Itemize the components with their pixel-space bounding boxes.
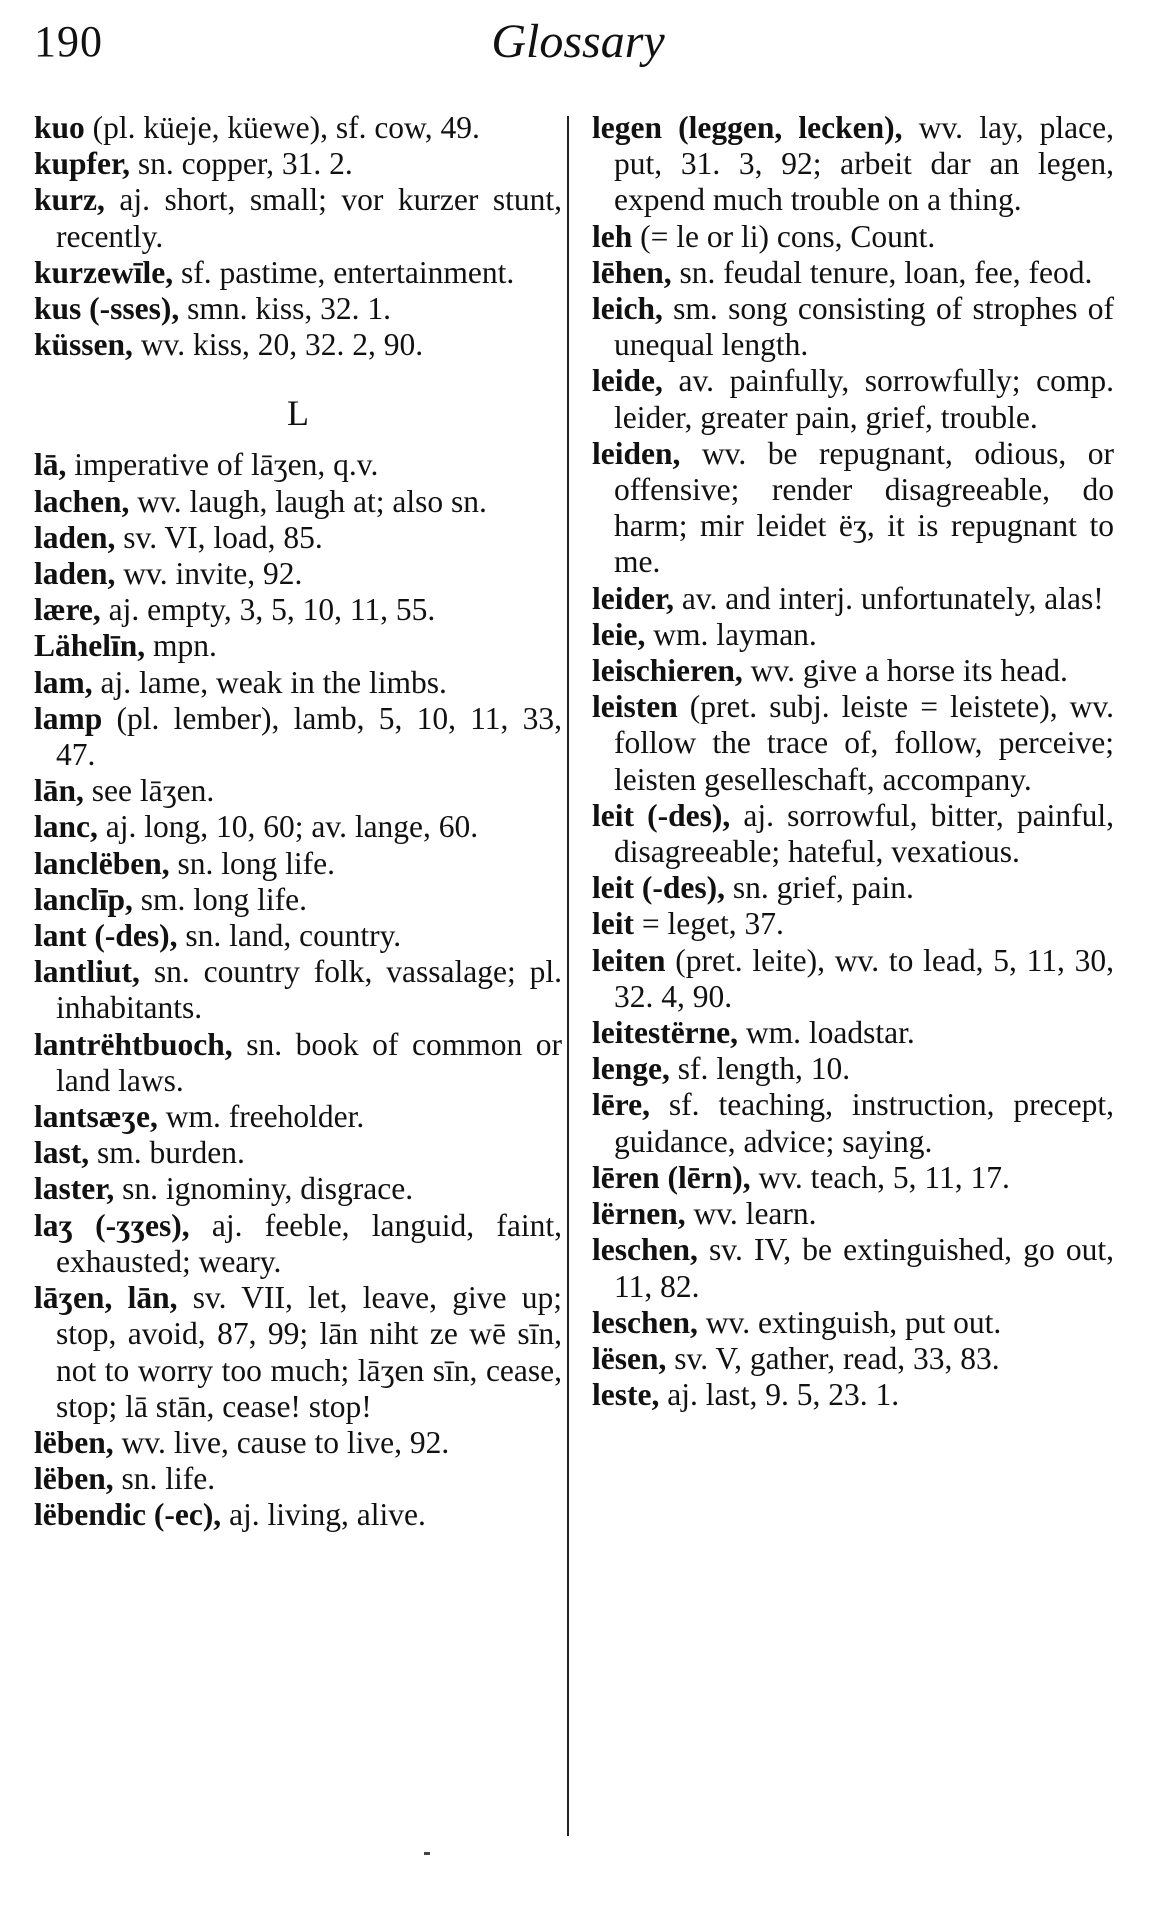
- right-column-entries: [592, 110, 1114, 1413]
- entry-headword: kus (-sses),: [34, 291, 180, 327]
- glossary-entry: [34, 110, 562, 146]
- entry-headword: leit: [592, 906, 634, 942]
- entry-definition: sm. burden.: [89, 1135, 245, 1171]
- glossary-entry: [34, 773, 562, 809]
- glossary-entry: [34, 520, 562, 556]
- entry-definition: wv. be repugnant, odious, or offensive; render disagreeable, do harm; mir leidet ëʒ, it is repugnant to me.: [614, 435, 1114, 580]
- glossary-entry: [592, 1341, 1114, 1377]
- entry-definition: av. painfully, sorrowfully; comp. leider, greater pain, grief, trouble.: [614, 363, 1114, 435]
- entry-definition: sn. land, country.: [177, 918, 402, 954]
- entry-definition: sf. teaching, instruction, precept, guidance, advice; saying.: [614, 1087, 1114, 1159]
- glossary-entry: [592, 291, 1114, 363]
- glossary-entry: [34, 809, 562, 845]
- glossary-entry: [592, 1051, 1114, 1087]
- entry-headword: lëben,: [34, 1461, 114, 1497]
- entry-headword: lërnen,: [592, 1196, 686, 1232]
- entry-definition: aj. sorrowful, bitter, painful, disagreeable; hateful, vexatious.: [614, 797, 1114, 870]
- entry-headword: kupfer,: [34, 146, 130, 182]
- entry-definition: aj. empty, 3, 5, 10, 11, 55.: [100, 592, 436, 628]
- glossary-entry: [592, 363, 1114, 435]
- entry-definition: (pret. leite), wv. to lead, 5, 11, 30, 32. 4, 90.: [614, 942, 1114, 1014]
- entry-definition: wv. invite, 92.: [115, 556, 303, 592]
- glossary-entry: [592, 1015, 1114, 1051]
- glossary-entry: [592, 906, 1114, 942]
- entry-definition: sn. long life.: [169, 845, 336, 881]
- entry-definition: = leget, 37.: [633, 906, 784, 942]
- glossary-entry: [34, 1208, 562, 1280]
- entry-headword: leisten: [592, 689, 678, 725]
- glossary-entry: [34, 556, 562, 592]
- glossary-entry: [34, 255, 562, 291]
- glossary-entry: [592, 1160, 1114, 1196]
- entry-definition: sn. grief, pain.: [724, 870, 914, 906]
- glossary-entry: [34, 1461, 562, 1497]
- section-letter: L: [287, 393, 309, 434]
- entry-definition: (= le or li) cons, Count.: [632, 218, 936, 254]
- running-title: Glossary: [491, 15, 665, 68]
- entry-headword: leischieren,: [592, 653, 743, 689]
- entry-headword: laden,: [34, 519, 116, 555]
- entry-headword: laʒ (-ʒʒes),: [34, 1207, 190, 1243]
- glossary-entry: [34, 846, 562, 882]
- entry-headword: lān,: [34, 773, 84, 809]
- glossary-entry: [592, 870, 1114, 906]
- glossary-entry: [34, 182, 562, 254]
- glossary-entry: [34, 447, 562, 483]
- entry-definition: see lāʒen.: [83, 773, 215, 809]
- glossary-entry: [592, 653, 1114, 689]
- entry-definition: aj. long, 10, 60; av. lange, 60.: [97, 809, 479, 845]
- entry-definition: sm. long life.: [132, 881, 308, 917]
- entry-headword: lant (-des),: [34, 918, 178, 954]
- glossary-entry: [592, 617, 1114, 653]
- entry-headword: leschen,: [592, 1304, 698, 1340]
- entry-definition: sf. pastime, entertainment.: [173, 254, 515, 290]
- entry-definition: aj. last, 9. 5, 23. 1.: [659, 1377, 900, 1413]
- entry-headword: leide,: [592, 363, 663, 399]
- glossary-entry: [34, 1135, 562, 1171]
- entry-headword: laster,: [34, 1171, 115, 1207]
- entry-headword: leiten: [592, 942, 666, 978]
- glossary-entry: [34, 291, 562, 327]
- entry-headword: lanclëben,: [34, 845, 170, 881]
- entry-definition: sn. feudal tenure, loan, fee, feod.: [671, 254, 1093, 290]
- entry-headword: lantrëhtbuoch,: [34, 1026, 233, 1062]
- glossary-entry: [34, 954, 562, 1026]
- entry-headword: leschen,: [592, 1232, 698, 1268]
- glossary-entry: [592, 1377, 1114, 1413]
- entry-headword: kurzewīle,: [34, 254, 174, 290]
- entry-definition: (pl. lember), lamb, 5, 10, 11, 33, 47.: [56, 700, 562, 773]
- entry-definition: wv. learn.: [685, 1196, 817, 1232]
- entry-definition: sn. copper, 31. 2.: [130, 146, 353, 182]
- entry-definition: imperative of lāʒen, q.v.: [66, 447, 379, 483]
- bottom-mark: [424, 1852, 430, 1855]
- glossary-entry: [592, 1196, 1114, 1232]
- entry-headword: lachen,: [34, 483, 130, 519]
- entry-definition: (pl. küeje, küewe), sf. cow, 49.: [84, 110, 480, 145]
- entry-headword: lantsæʒe,: [34, 1099, 158, 1135]
- glossary-entry: [592, 581, 1114, 617]
- entry-definition: aj. living, alive.: [221, 1497, 426, 1533]
- entry-definition: wv. give a horse its head.: [742, 653, 1068, 689]
- column-divider: [567, 116, 569, 1836]
- glossary-entry: [34, 146, 562, 182]
- entry-definition: smn. kiss, 32. 1.: [179, 291, 392, 327]
- entry-definition: sv. IV, be extinguished, go out, 11, 82.: [614, 1232, 1114, 1304]
- entry-headword: last,: [34, 1135, 90, 1171]
- entry-headword: lēren (lērn),: [592, 1159, 751, 1195]
- entry-headword: küssen,: [34, 327, 133, 363]
- entry-definition: sn. country folk, vassalage; pl. inhabitants.: [56, 954, 562, 1026]
- entry-definition: aj. lame, weak in the limbs.: [92, 664, 447, 700]
- glossary-entry: [592, 1087, 1114, 1159]
- entry-headword: leider,: [592, 580, 674, 616]
- glossary-entry: [34, 484, 562, 520]
- entry-headword: lësen,: [592, 1340, 667, 1376]
- glossary-entry: [592, 436, 1114, 581]
- entry-definition: wm. layman.: [645, 616, 817, 652]
- entry-definition: wv. kiss, 20, 32. 2, 90.: [132, 327, 424, 363]
- entry-headword: leh: [592, 218, 633, 254]
- glossary-entry: [34, 327, 562, 363]
- entry-headword: lære,: [34, 592, 101, 628]
- entry-headword: lëbendic (-ec),: [34, 1497, 222, 1533]
- glossary-entry: [34, 1027, 562, 1099]
- glossary-entry: [34, 882, 562, 918]
- entry-headword: lenge,: [592, 1051, 670, 1087]
- entry-headword: lamp: [34, 700, 103, 736]
- entry-headword: leiden,: [592, 435, 681, 471]
- entry-headword: lanc,: [34, 809, 98, 845]
- entry-definition: wv. extinguish, put out.: [697, 1304, 1002, 1340]
- entry-headword: leitestërne,: [592, 1015, 739, 1051]
- entry-headword: kuo: [34, 110, 85, 145]
- entry-definition: (pret. subj. leiste = leistete), wv. follow the trace of, follow, perceive; leisten geselleschaft, accompany.: [614, 689, 1114, 797]
- entry-definition: sv. V, gather, read, 33, 83.: [666, 1340, 1000, 1376]
- glossary-entry: [34, 628, 562, 664]
- entry-definition: mpn.: [145, 628, 217, 664]
- glossary-entry: [592, 943, 1114, 1015]
- entry-definition: aj. feeble, languid, faint, exhausted; weary.: [56, 1207, 562, 1279]
- entry-headword: laden,: [34, 556, 116, 592]
- entry-definition: sf. length, 10.: [669, 1051, 851, 1087]
- entry-definition: wv. lay, place, put, 31. 3, 92; arbeit dar an legen, expend much trouble on a thing.: [614, 110, 1114, 218]
- entry-definition: sn. book of common or land laws.: [56, 1026, 562, 1098]
- entry-headword: lanclīp,: [34, 881, 133, 917]
- entry-headword: leie,: [592, 616, 646, 652]
- entry-definition: wm. loadstar.: [738, 1015, 915, 1051]
- glossary-entry: [592, 689, 1114, 798]
- entry-headword: legen (leggen, lecken),: [592, 110, 903, 145]
- entry-definition: sv. VII, let, leave, give up; stop, avoid, 87, 99; lān niht ze wē sīn, not to worry too much; lāʒen sīn, cease, stop; lā stān, cease! stop!: [56, 1280, 562, 1424]
- glossary-entry: [592, 110, 1114, 219]
- entry-headword: leste,: [592, 1377, 660, 1413]
- entry-headword: lā,: [34, 447, 67, 483]
- entry-definition: sm. song consisting of strophes of unequal length.: [614, 291, 1114, 363]
- left-column-k-entries: [34, 110, 562, 363]
- left-column: [34, 110, 562, 1534]
- entry-definition: wm. freeholder.: [157, 1099, 365, 1135]
- entry-headword: lantliut,: [34, 954, 140, 990]
- left-column-l-entries: [34, 447, 562, 1533]
- entry-headword: leich,: [592, 291, 663, 327]
- entry-headword: leit (-des),: [592, 797, 731, 833]
- entry-headword: lam,: [34, 664, 93, 700]
- entry-definition: aj. short, small; vor kurzer stunt, recently.: [56, 182, 562, 254]
- glossary-entry: [592, 798, 1114, 870]
- glossary-entry: [34, 665, 562, 701]
- entry-headword: kurz,: [34, 182, 105, 218]
- entry-definition: sn. life.: [113, 1461, 216, 1497]
- glossary-entry: [592, 219, 1114, 255]
- entry-definition: sv. VI, load, 85.: [115, 519, 323, 555]
- glossary-entry: [34, 918, 562, 954]
- entry-definition: wv. live, cause to live, 92.: [113, 1424, 450, 1460]
- glossary-entry: [34, 1099, 562, 1135]
- glossary-entry: [34, 1280, 562, 1425]
- entry-headword: lēre,: [592, 1087, 651, 1123]
- entry-headword: lëben,: [34, 1424, 114, 1460]
- entry-definition: wv. teach, 5, 11, 17.: [750, 1159, 1010, 1195]
- entry-headword: leit (-des),: [592, 870, 725, 906]
- glossary-entry: [592, 255, 1114, 291]
- entry-definition: sn. ignominy, disgrace.: [114, 1171, 414, 1207]
- right-column: [592, 110, 1114, 1413]
- entry-headword: Lähelīn,: [34, 628, 146, 664]
- entry-headword: lāʒen, lān,: [34, 1280, 178, 1316]
- entry-definition: av. and interj. unfortunately, alas!: [673, 580, 1104, 616]
- entry-definition: wv. laugh, laugh at; also sn.: [129, 483, 487, 519]
- entry-headword: lēhen,: [592, 254, 672, 290]
- glossary-entry: [592, 1232, 1114, 1304]
- glossary-entry: [592, 1305, 1114, 1341]
- glossary-entry: [34, 592, 562, 628]
- glossary-entry: [34, 1425, 562, 1461]
- glossary-entry: [34, 1497, 562, 1533]
- page-number: 190: [34, 17, 103, 66]
- glossary-entry: [34, 1171, 562, 1207]
- glossary-entry: [34, 701, 562, 773]
